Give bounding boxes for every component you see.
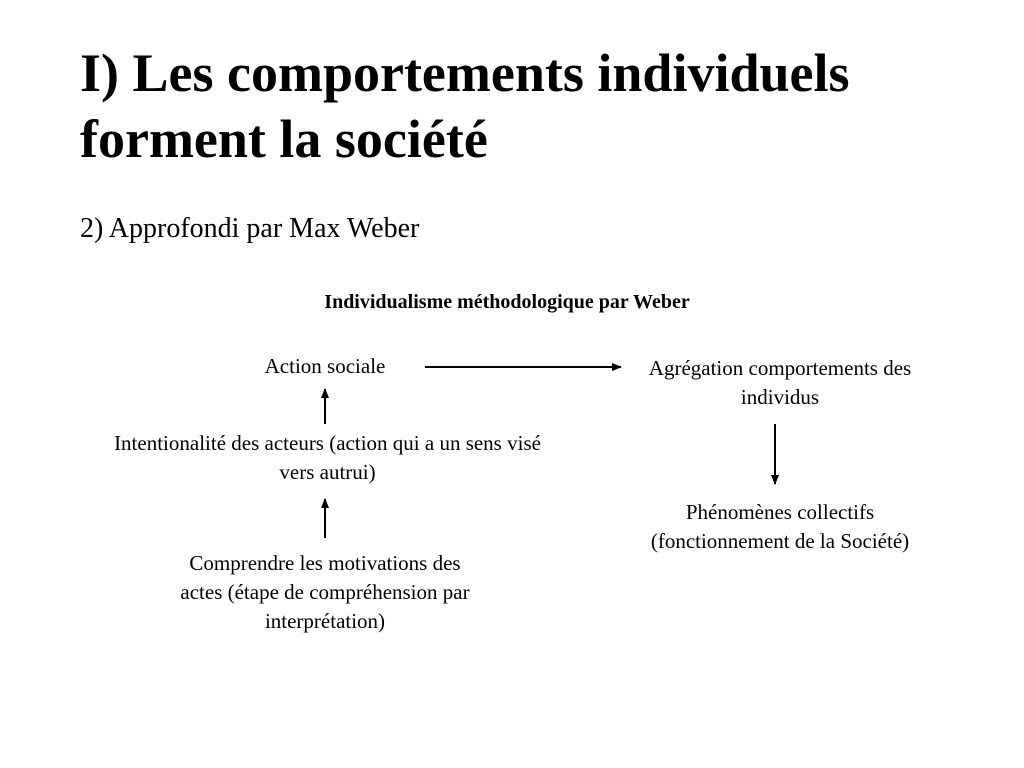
node-action-sociale: Action sociale <box>264 354 386 378</box>
node-comprendre-motivations: Comprendre les motivations des actes (étape de compréhension par interprétation) <box>180 551 470 633</box>
node-phenomenes-collectifs: Phénomènes collectifs (fonctionnement de la Société) <box>650 500 910 553</box>
slide-subtitle: 2) Approfondi par Max Weber <box>80 213 420 244</box>
node-agregation-comportements: Agrégation comportements des individus <box>648 356 912 409</box>
slide-title: I) Les comportements individuels forment la société <box>80 43 850 169</box>
node-intentionalite-acteurs: Intentionalité des acteurs (action qui a un sens visé vers autrui) <box>114 431 541 484</box>
diagram-heading: Individualisme méthodologique par Weber <box>324 291 690 313</box>
